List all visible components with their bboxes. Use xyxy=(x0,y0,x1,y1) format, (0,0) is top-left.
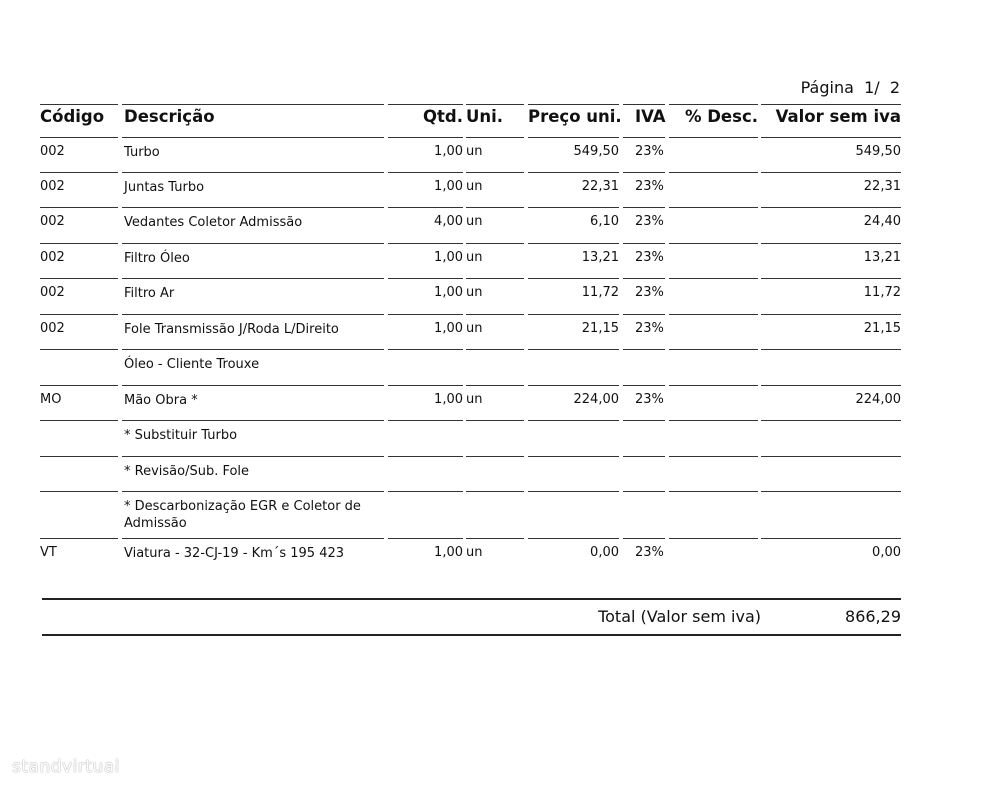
table-row xyxy=(40,350,901,386)
page-current: 1 xyxy=(864,78,875,97)
row-vat: 23% xyxy=(635,214,664,229)
row-value: 13,21 xyxy=(863,250,901,265)
row-qty: 4,00 xyxy=(434,214,463,229)
row-description: Fole Transmissão J/Roda L/Direito xyxy=(124,322,339,337)
row-description: Turbo xyxy=(124,145,160,160)
row-unit: un xyxy=(466,214,483,229)
row-code: 002 xyxy=(40,321,65,336)
row-code: VT xyxy=(40,545,57,560)
totals-bottom-rule xyxy=(42,634,901,636)
row-qty: 1,00 xyxy=(434,250,463,265)
row-vat: 23% xyxy=(635,179,664,194)
total-label: Total (Valor sem iva) xyxy=(598,607,761,626)
header-top-rule xyxy=(40,104,118,105)
table-row xyxy=(40,244,901,279)
header-unit: Uni. xyxy=(466,107,504,126)
table-header xyxy=(40,104,901,138)
row-price: 11,72 xyxy=(581,285,619,300)
row-value: 549,50 xyxy=(855,144,901,159)
page-total: 2 xyxy=(889,78,900,97)
header-code: Código xyxy=(40,107,105,126)
row-description: Juntas Turbo xyxy=(124,180,205,195)
row-value: 21,15 xyxy=(863,321,901,336)
row-description: * Substituir Turbo xyxy=(124,428,238,443)
row-unit: un xyxy=(466,545,483,560)
row-description: Viatura - 32-CJ-19 - Km´s 195 423 xyxy=(124,546,345,561)
invoice-table xyxy=(40,104,901,574)
row-price: 13,21 xyxy=(581,250,619,265)
row-unit: un xyxy=(466,250,483,265)
row-unit: un xyxy=(466,144,483,159)
row-vat: 23% xyxy=(635,321,664,336)
row-price: 21,15 xyxy=(581,321,619,336)
row-code: 002 xyxy=(40,214,65,229)
row-vat: 23% xyxy=(635,392,664,407)
row-price: 0,00 xyxy=(590,545,619,560)
header-price: Preço uni. xyxy=(528,107,622,126)
row-price: 224,00 xyxy=(573,392,619,407)
page-label: Página xyxy=(800,78,854,97)
row-qty: 1,00 xyxy=(434,285,463,300)
table-row xyxy=(40,138,901,173)
row-description: Óleo - Cliente Trouxe xyxy=(124,357,260,372)
row-qty: 1,00 xyxy=(434,321,463,336)
row-unit: un xyxy=(466,321,483,336)
row-value: 11,72 xyxy=(863,285,901,300)
row-vat: 23% xyxy=(635,144,664,159)
table-body xyxy=(40,138,901,574)
row-unit: un xyxy=(466,392,483,407)
row-unit: un xyxy=(466,285,483,300)
header-top-rule xyxy=(122,104,384,105)
row-qty: 1,00 xyxy=(434,392,463,407)
total-value: 866,29 xyxy=(845,607,901,626)
row-description: * Descarbonização EGR e Coletor de Admissão xyxy=(124,499,361,531)
row-qty: 1,00 xyxy=(434,545,463,560)
watermark-logo: standvirtual xyxy=(12,757,120,777)
header-top-rule xyxy=(388,104,463,105)
row-price: 6,10 xyxy=(590,214,619,229)
row-description: Vedantes Coletor Admissão xyxy=(124,215,303,230)
totals-section xyxy=(42,598,901,636)
header-qty: Qtd. xyxy=(423,107,463,126)
row-code: 002 xyxy=(40,179,65,194)
row-description: * Revisão/Sub. Fole xyxy=(124,464,250,479)
table-row xyxy=(40,208,901,244)
header-top-rule xyxy=(466,104,524,105)
row-code: 002 xyxy=(40,285,65,300)
row-value: 0,00 xyxy=(872,545,901,560)
table-row xyxy=(40,173,901,208)
row-description: Filtro Óleo xyxy=(124,251,190,266)
row-price: 22,31 xyxy=(581,179,619,194)
row-qty: 1,00 xyxy=(434,144,463,159)
table-row xyxy=(40,279,901,315)
row-code: 002 xyxy=(40,144,65,159)
header-value: Valor sem iva xyxy=(775,107,901,126)
table-row xyxy=(40,539,901,574)
row-price: 549,50 xyxy=(573,144,619,159)
totals-top-rule xyxy=(42,598,901,600)
table-row xyxy=(40,457,901,492)
page-indicator: Página 1/ 2 xyxy=(800,78,900,97)
row-value: 22,31 xyxy=(863,179,901,194)
header-top-rule xyxy=(669,104,758,105)
table-row xyxy=(40,421,901,457)
table-row xyxy=(40,492,901,539)
header-top-rule xyxy=(623,104,665,105)
table-row xyxy=(40,386,901,421)
table-row xyxy=(40,315,901,350)
header-top-rule xyxy=(528,104,619,105)
row-unit: un xyxy=(466,179,483,194)
row-value: 224,00 xyxy=(855,392,901,407)
header-description: Descrição xyxy=(124,107,215,126)
row-code: MO xyxy=(40,392,62,407)
row-vat: 23% xyxy=(635,250,664,265)
row-vat: 23% xyxy=(635,545,664,560)
row-description: Filtro Ar xyxy=(124,286,175,301)
header-top-rule xyxy=(761,104,901,105)
row-value: 24,40 xyxy=(863,214,901,229)
row-qty: 1,00 xyxy=(434,179,463,194)
row-vat: 23% xyxy=(635,285,664,300)
header-vat: IVA xyxy=(635,107,666,126)
row-code: 002 xyxy=(40,250,65,265)
row-description: Mão Obra * xyxy=(124,393,198,408)
header-discount: % Desc. xyxy=(684,107,758,126)
